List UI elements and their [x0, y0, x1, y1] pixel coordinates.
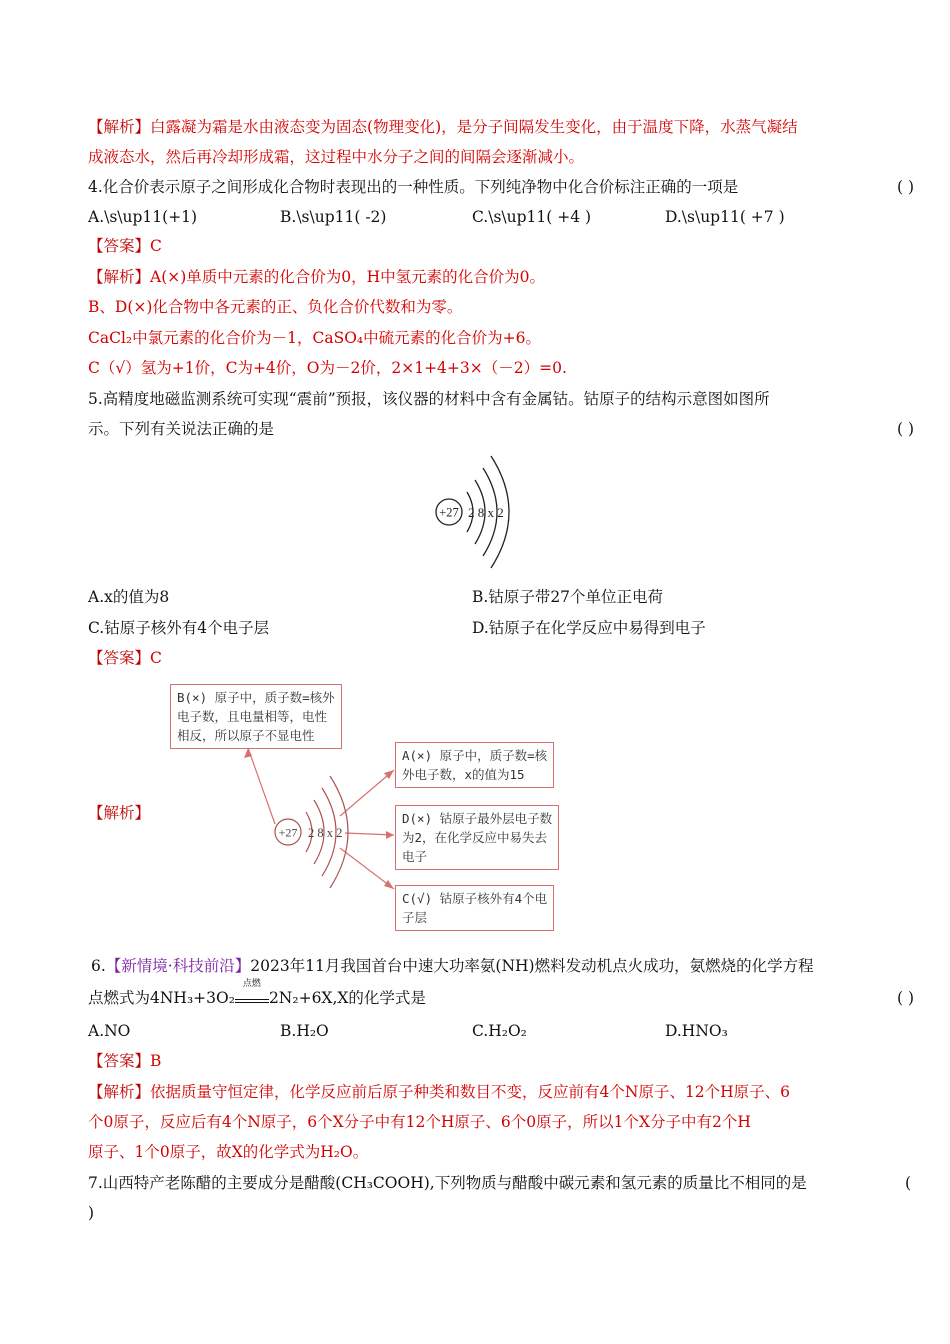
q4-analysis-line3: CaCl₂中氯元素的化合价为－1，CaSO₄中硫元素的化合价为+6。: [88, 329, 541, 347]
q5-option-b: B.钴原子带27个单位正电荷: [472, 588, 664, 606]
box-a-line2: 外电子数，x的值为15: [402, 767, 525, 782]
q5-analysis-tag: [88, 802, 150, 824]
q6-stem-text1: 2023年11月我国首台中速大功率氨(NH)燃料发动机点火成功，氨燃烧的化学方程: [250, 957, 814, 975]
q6-context-tag: 【新情境·科技前沿】: [105, 957, 251, 975]
box-d-line1: D(×) 钴原子最外层电子数: [402, 811, 553, 826]
box-c-line2: 子层: [402, 910, 428, 925]
q6-equation-right: 2N₂+6X,X的化学式是: [268, 989, 426, 1007]
analysis-shell-electrons: 2 8 x 2: [308, 826, 343, 840]
q5-stem-line1: 5.高精度地磁监测系统可实现“震前”预报，该仪器的材料中含有金属钴。钴原子的结构示意图如图所: [88, 390, 770, 408]
analysis-box-d: [395, 805, 559, 870]
reaction-condition-label: 点燃: [242, 979, 261, 989]
q6-equation-left: 点燃式为4NH₃+3O₂: [88, 989, 235, 1007]
q6-option-d: D.HNO₃: [665, 1022, 728, 1040]
q7-paren-close: ): [88, 1204, 95, 1222]
q5-stem-line2: 示。下列有关说法正确的是: [88, 420, 275, 438]
q6-option-c: C.H₂O₂: [472, 1022, 527, 1040]
q6-option-a: A.NO: [88, 1022, 131, 1040]
q4-option-b: B.\s\up11( -2): [280, 208, 387, 226]
reaction-condition: [235, 979, 269, 1003]
analysis-box-c: [395, 885, 554, 931]
q4-stem: 4.化合价表示原子之间形成化合物时表现出的一种性质。下列纯净物中化合价标注正确的一项是: [88, 178, 739, 196]
q4-answer: [88, 235, 162, 257]
box-b-line2: 电子数，且电量相等，电性: [177, 709, 328, 724]
q4-analysis-text1: A(×)单质中元素的化合价为0，H中氢元素的化合价为0。: [150, 268, 546, 286]
q4-analysis-line2: B、D(×)化合物中各元素的正、负化合价代数和为零。: [88, 298, 463, 316]
nucleus-charge: +27: [439, 505, 459, 520]
q5-option-a: A.x的值为8: [88, 588, 170, 606]
box-d-line2: 为2，在化学反应中易失去: [402, 830, 548, 845]
q6-analysis-text1: 依据质量守恒定律，化学反应前后原子种类和数目不变，反应前有4个N原子、12个H原子、6: [150, 1083, 791, 1101]
q5-option-d: D.钴原子在化学反应中易得到电子: [472, 619, 706, 637]
answer-tag: 【答案】: [88, 649, 151, 667]
answer-tag: 【答案】: [88, 237, 151, 255]
arrowhead-d: [386, 831, 394, 839]
q4-analysis-line4: C（√）氢为+1价，C为+4价，O为－2价，2×1+4+3×（－2）=0.: [88, 359, 567, 377]
q6-stem-line2: [88, 979, 426, 1009]
q4-answer-paren: ( ): [897, 178, 915, 196]
q4-option-c: C.\s\up11( +4 ): [472, 208, 592, 226]
analysis-tag: 【解析】: [88, 1083, 151, 1101]
analysis-tag: 【解析】: [88, 118, 151, 136]
q5-answer: [88, 647, 162, 669]
shell-electrons: 2 8 x 2: [468, 505, 504, 520]
analysis-tag: 【解析】: [88, 268, 151, 286]
box-b-line1: B(×) 原子中，质子数=核外: [177, 690, 335, 705]
q6-analysis-line2: 个0原子，反应后有4个N原子，6个X分子中有12个H原子、6个0原子，所以1个X分子中有2个H: [88, 1113, 751, 1131]
box-b-line3: 相反，所以原子不显电性: [177, 728, 315, 743]
q7-paren-open: (: [905, 1174, 912, 1192]
q3-analysis-text1: 白露凝为霜是水由液态变为固态(物理变化)，是分子间隔发生变化，由于温度下降，水蒸气凝结: [150, 118, 798, 136]
q4-answer-value: C: [150, 237, 162, 255]
analysis-box-a: [395, 742, 554, 788]
q6-answer: [88, 1050, 161, 1072]
q4-option-a: A.\s\up11(+1): [88, 208, 198, 226]
q4-option-d: D.\s\up11( +7 ): [665, 208, 785, 226]
q3-analysis-line2: 成液态水，然后再冷却形成霜，这过程中水分子之间的间隔会逐渐减小。: [88, 148, 585, 166]
analysis-tag: 【解析】: [88, 804, 151, 822]
q6-option-b: B.H₂O: [280, 1022, 329, 1040]
arrow-to-a: [340, 770, 394, 816]
box-c-line1: C(√) 钴原子核外有4个电: [402, 891, 548, 906]
arrow-to-c: [340, 848, 394, 889]
q4-analysis-line1: [88, 266, 545, 288]
reaction-equals-sign: [235, 999, 269, 1003]
arrowhead-c: [384, 880, 394, 889]
box-a-line1: A(×) 原子中，质子数=核: [402, 748, 548, 763]
analysis-nucleus-charge: +27: [278, 825, 298, 840]
q5-answer-value: C: [150, 649, 162, 667]
q6-answer-value: B: [150, 1052, 162, 1070]
q6-answer-paren: ( ): [897, 989, 915, 1007]
box-d-line3: 电子: [402, 849, 428, 864]
analysis-box-b: [170, 684, 342, 749]
q6-number: 6.: [91, 957, 106, 975]
cobalt-atom-diagram: [425, 452, 535, 572]
q6-stem-line1: [91, 955, 814, 977]
q3-analysis-line1: [88, 116, 798, 138]
q6-analysis-line3: 原子、1个0原子，故X的化学式为H₂O。: [88, 1143, 369, 1161]
q6-analysis-line1: [88, 1081, 790, 1103]
q7-stem: 7.山西特产老陈醋的主要成分是醋酸(CH₃COOH),下列物质与醋酸中碳元素和氢元素的质量比不相同的是: [88, 1174, 807, 1192]
answer-tag: 【答案】: [88, 1052, 151, 1070]
q5-answer-paren: ( ): [897, 420, 915, 438]
q5-option-c: C.钴原子核外有4个电子层: [88, 619, 270, 637]
arrow-to-b: [248, 748, 275, 824]
